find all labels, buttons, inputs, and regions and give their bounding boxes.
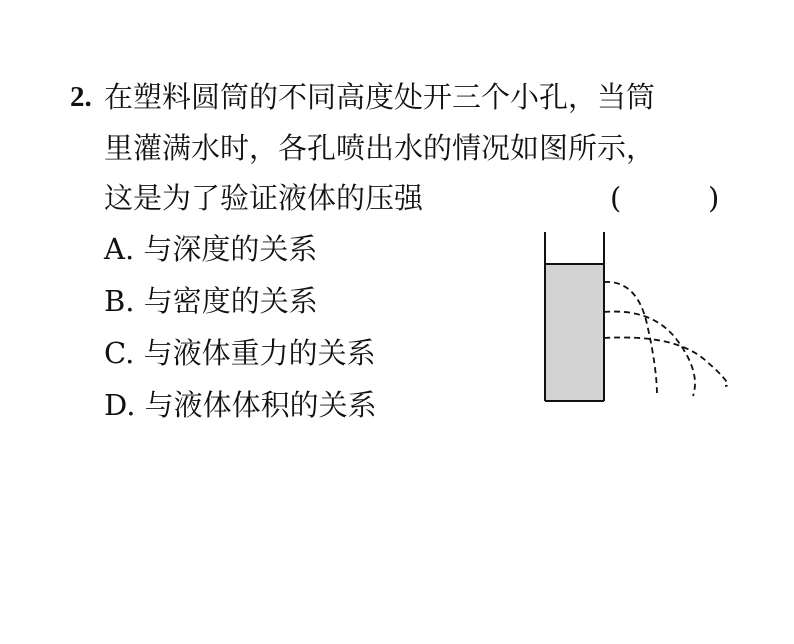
water-jet-bottom [604, 337, 728, 386]
option-b[interactable]: B. 与密度的关系 [104, 284, 318, 318]
answer-paren-close: ) [708, 181, 720, 215]
answer-paren-open: ( [610, 181, 622, 215]
question-stem-line-2: 里灌满水时，各孔喷出水的情况如图所示， [104, 131, 656, 165]
water-jet-middle [604, 312, 695, 396]
question-stem-line-1: 在塑料圆筒的不同高度处开三个小孔，当筒 [104, 80, 656, 114]
option-c[interactable]: C. 与液体重力的关系 [104, 336, 376, 370]
option-d[interactable]: D. 与液体体积的关系 [104, 388, 377, 422]
question-number: 2. [70, 81, 92, 113]
question-stem-line-3: 这是为了验证液体的压强 [104, 181, 424, 215]
water-fill [545, 264, 604, 401]
water-cylinder-figure [535, 228, 735, 408]
option-a[interactable]: A. 与深度的关系 [104, 232, 318, 266]
